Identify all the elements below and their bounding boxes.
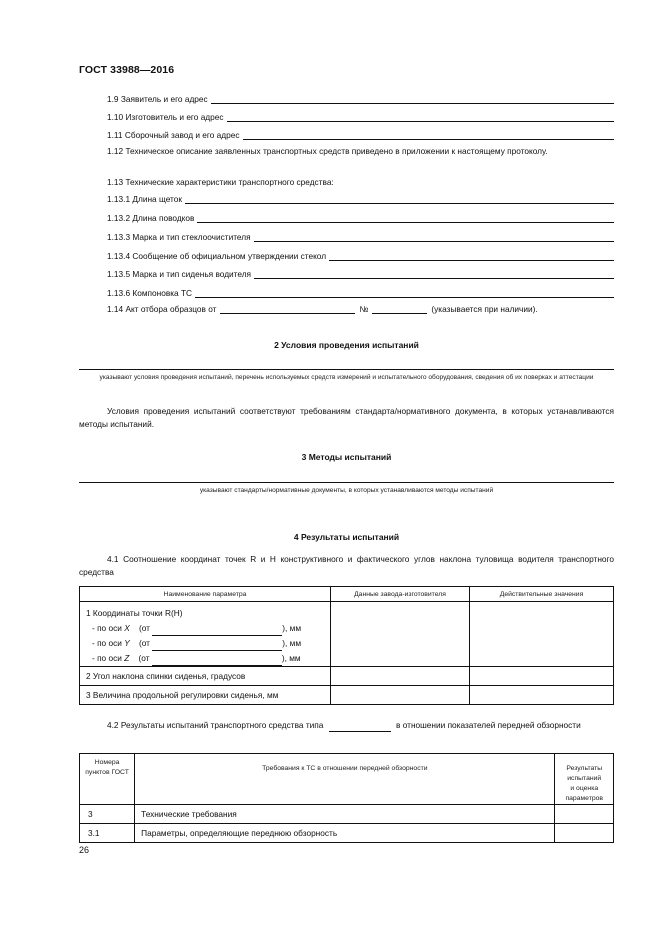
table-cell — [555, 805, 614, 824]
table-cell: 3.1 — [80, 824, 135, 843]
field-label: 1.13.6 Компоновка ТС — [107, 288, 193, 298]
axis-line-x: - по оси X (от ), мм — [86, 621, 330, 636]
section-2-text: Условия проведения испытаний соответствуют требованиям стандарта/нормативного документа, в которых устанавливаются методы испытаний. — [79, 406, 614, 429]
fill-line — [195, 288, 614, 298]
section-4-title: 4 Результаты испытаний — [293, 532, 400, 542]
axis-line-z: - по оси Z (от ), мм — [86, 651, 330, 666]
field-label: 1.11 Сборочный завод и его адрес — [107, 130, 240, 140]
column-header: Номера пунктов ГОСТ — [80, 754, 135, 805]
item-1-13: 1.13 Технические характеристики транспортного средства: — [107, 177, 334, 187]
fill-line — [254, 269, 614, 279]
section-3-title: 3 Методы испытаний — [301, 452, 392, 462]
table-cell — [470, 686, 614, 705]
section-2-title: 2 Условия проведения испытаний — [274, 340, 419, 350]
field-label: 1.13.1 Длина щеток — [107, 194, 182, 204]
table-row — [80, 805, 614, 824]
item-1-12: 1.12 Техническое описание заявленных транспортных средств приведено в приложении к настоящему протоколу. — [107, 146, 548, 156]
column-header: Требования к ТС в отношении передней обзорности — [135, 754, 555, 805]
table-cell — [331, 602, 470, 667]
field-manufacturer — [107, 110, 614, 122]
field-seat-brand — [107, 267, 614, 279]
table-cell: Технические требования — [135, 805, 555, 824]
table-cell: Параметры, определяющие переднюю обзорность — [135, 824, 555, 843]
fill-line — [220, 304, 355, 314]
table-cell — [331, 667, 470, 686]
fill-line — [243, 130, 614, 140]
table-header-row — [80, 587, 614, 602]
fill-line — [372, 304, 427, 314]
item-1-14 — [107, 304, 538, 314]
page-number: 26 — [79, 845, 90, 855]
field-applicant — [107, 92, 614, 104]
paragraph-4-2: 4.2 Результаты испытаний транспортного средства типа в отношении показателей передней обзорности — [107, 720, 581, 730]
table-cell: 2 Угол наклона спинки сиденья, градусов — [80, 667, 331, 686]
fill-line — [152, 654, 282, 666]
document-header: ГОСТ 33988—2016 — [79, 64, 175, 76]
table-cell — [80, 602, 331, 667]
fill-line — [152, 624, 282, 636]
table-front-visibility — [79, 753, 614, 843]
field-label: 1.13.3 Марка и тип стеклоочистителя — [107, 232, 251, 242]
field-label: 1.9 Заявитель и его адрес — [107, 94, 208, 104]
fill-line — [185, 194, 614, 204]
table-seat-coordinates — [79, 586, 614, 705]
column-header: Данные завода-изготовителя — [331, 587, 470, 602]
row-title: 1 Координаты точки R(H) — [86, 608, 183, 618]
fill-line — [197, 213, 614, 223]
table-cell — [555, 824, 614, 843]
table-cell — [470, 602, 614, 667]
fill-line — [211, 94, 614, 104]
fill-line — [227, 112, 614, 122]
field-wiper-brand — [107, 230, 614, 242]
table-row — [80, 602, 614, 667]
column-header: Действительные значения — [470, 587, 614, 602]
field-assembly-plant — [107, 128, 614, 140]
field-label: 1.13.4 Сообщение об официальном утверждении стекол — [107, 251, 327, 261]
field-label: 1.13.5 Марка и тип сиденья водителя — [107, 269, 252, 279]
axis-line-y: - по оси Y (от ), мм — [86, 636, 330, 651]
table-row — [80, 824, 614, 843]
field-glass-approval — [107, 249, 614, 261]
item-1-14-suffix: (указывается при наличии). — [431, 304, 538, 314]
column-header: Наименование параметра — [80, 587, 331, 602]
field-label: 1.13.2 Длина поводков — [107, 213, 195, 223]
table-cell: 3 Величина продольной регулировки сиденья, мм — [80, 686, 331, 705]
fill-line — [79, 369, 614, 370]
field-brush-length — [107, 192, 614, 204]
column-header: Результаты испытаний и оценка параметров — [555, 754, 614, 805]
fill-line — [254, 232, 614, 242]
table-row — [80, 686, 614, 705]
section-2-hint: указывают условия проведения испытаний, перечень используемых средств измерений и испытательного оборудования, сведения об их поверках и аттестации — [99, 374, 594, 381]
table-cell — [470, 667, 614, 686]
item-1-14-prefix: 1.14 Акт отбора образцов от — [107, 304, 217, 314]
fill-line — [79, 482, 614, 483]
section-3-hint: указывают стандарты/нормативные документы, в которых устанавливаются методы испытаний — [199, 487, 494, 494]
item-1-14-num: № — [359, 304, 369, 314]
fill-line — [152, 639, 282, 651]
field-label: 1.10 Изготовитель и его адрес — [107, 112, 224, 122]
table-cell: 3 — [80, 805, 135, 824]
field-arm-length — [107, 211, 614, 223]
paragraph-4-1: 4.1 Соотношение координат точек R и H конструктивного и фактического углов наклона туловища водителя транспортного средства — [79, 554, 614, 577]
fill-line — [329, 251, 614, 261]
fill-line — [329, 722, 391, 732]
table-header-row — [80, 754, 614, 805]
table-row — [80, 667, 614, 686]
table-cell — [331, 686, 470, 705]
field-layout — [107, 286, 614, 298]
